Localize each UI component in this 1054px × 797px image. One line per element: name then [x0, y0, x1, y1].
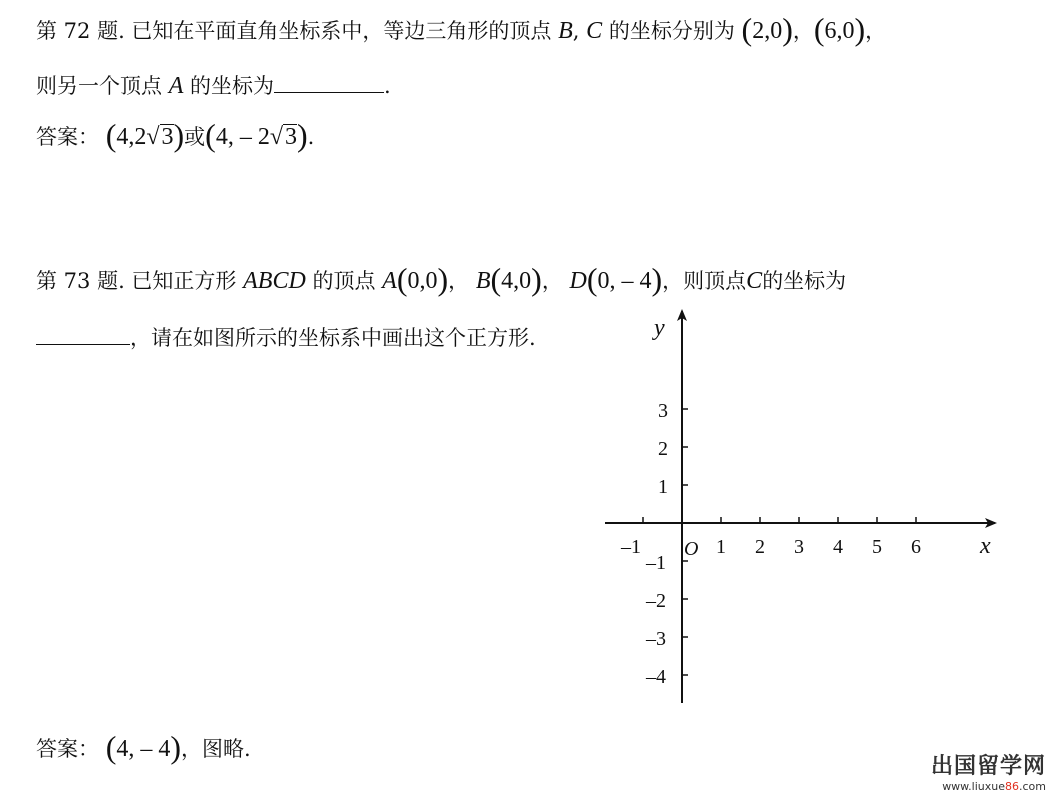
watermark-logo: [931, 749, 1046, 793]
sqrt-icon: √: [146, 124, 160, 150]
q72-period: .: [384, 74, 391, 98]
q72-answer-period: .: [307, 125, 315, 149]
y-tick-label: –3: [646, 628, 666, 650]
coordinate-axes: [600, 305, 1010, 705]
q72-answer-2-a: 4, – 2: [215, 124, 270, 150]
q72-prefix: 第 72 题. 已知在平面直角坐标系中，等边三角形的顶点: [36, 19, 552, 43]
q72-line-1: 第 72 题. 已知在平面直角坐标系中，等边三角形的顶点 B, C 的坐标分别为 (2,0)，(6,0)，: [36, 11, 887, 47]
q72-answer-label: 答案：: [36, 125, 99, 149]
y-axis-label: y: [654, 315, 665, 341]
q73-point-d: D: [569, 268, 587, 294]
q73-line2-text: ，请在如图所示的坐标系中画出这个正方形.: [130, 326, 536, 350]
x-tick-label: –1: [621, 536, 641, 558]
q73-suffix: 的坐标为: [762, 269, 847, 293]
x-axis-label: x: [980, 533, 991, 559]
x-tick-label: 2: [755, 536, 765, 558]
q73-square-name: ABCD: [243, 268, 306, 294]
q72-coord-c: 6,0: [824, 18, 855, 44]
q73-answer-blank: [36, 322, 130, 345]
q72-answer-blank: [274, 70, 384, 93]
q72-comma: ,: [572, 19, 580, 43]
q72-point-b: B: [558, 18, 573, 44]
q73-coord-d: 0, – 4: [597, 268, 652, 294]
q73-answer: 答案： (4, – 4)，图略.: [36, 729, 251, 765]
x-tick-label: 1: [716, 536, 726, 558]
q72-answer-1-b: 3: [161, 124, 174, 150]
q72-or: 或: [184, 125, 206, 149]
origin-label: O: [684, 538, 699, 560]
q73-line-2: [36, 322, 536, 353]
q73-coord-b: 4,0: [501, 268, 532, 294]
watermark-title: 出国留学网: [930, 754, 1046, 779]
q73-point-b: B: [475, 268, 491, 294]
q73-coord-a: 0,0: [407, 268, 438, 294]
y-tick-label: 2: [658, 438, 668, 460]
q72-coord-b: 2,0: [752, 18, 783, 44]
q72-answer: 答案： (4,2√3)或(4, – 2√3).: [36, 117, 315, 153]
x-tick-label: 6: [911, 536, 921, 558]
sqrt-icon: √: [269, 124, 283, 150]
q73-answer-label: 答案：: [36, 737, 99, 761]
q72-line-2: [36, 70, 391, 101]
y-tick-label: –2: [646, 590, 666, 612]
q72-middle: 的坐标分别为: [608, 19, 735, 43]
q72-line2-prefix: 则另一个顶点: [36, 74, 162, 98]
q73-mid: 的顶点: [312, 269, 376, 293]
y-tick-label: –4: [646, 666, 666, 688]
x-tick-label: 4: [833, 536, 843, 558]
q73-answer-suffix: ，图略.: [181, 737, 251, 761]
q73-answer-coord: 4, – 4: [116, 736, 171, 762]
y-tick-label: 3: [658, 400, 668, 422]
q73-then: ，则顶点: [662, 269, 747, 293]
q72-point-a: A: [168, 73, 184, 99]
q72-answer-1-a: 4,2: [116, 124, 147, 150]
q72-answer-2-b: 3: [285, 124, 297, 150]
q73-line-1: 第 73 题. 已知正方形 ABCD 的顶点 A(0,0)， B(4,0)， D(0, – 4)，则顶点C的坐标为: [36, 261, 847, 297]
y-tick-label: 1: [658, 476, 668, 498]
x-tick-label: 3: [794, 536, 804, 558]
y-tick-label: –1: [646, 552, 666, 574]
q73-point-a: A: [382, 268, 397, 294]
q73-prefix: 第 73 题. 已知正方形: [36, 269, 237, 293]
q72-line2-suffix: 的坐标为: [190, 74, 275, 98]
q72-point-c: C: [586, 18, 603, 44]
watermark-url: www.liuxue86.com: [942, 780, 1046, 793]
x-tick-label: 5: [872, 536, 882, 558]
q73-point-c: C: [746, 268, 763, 294]
